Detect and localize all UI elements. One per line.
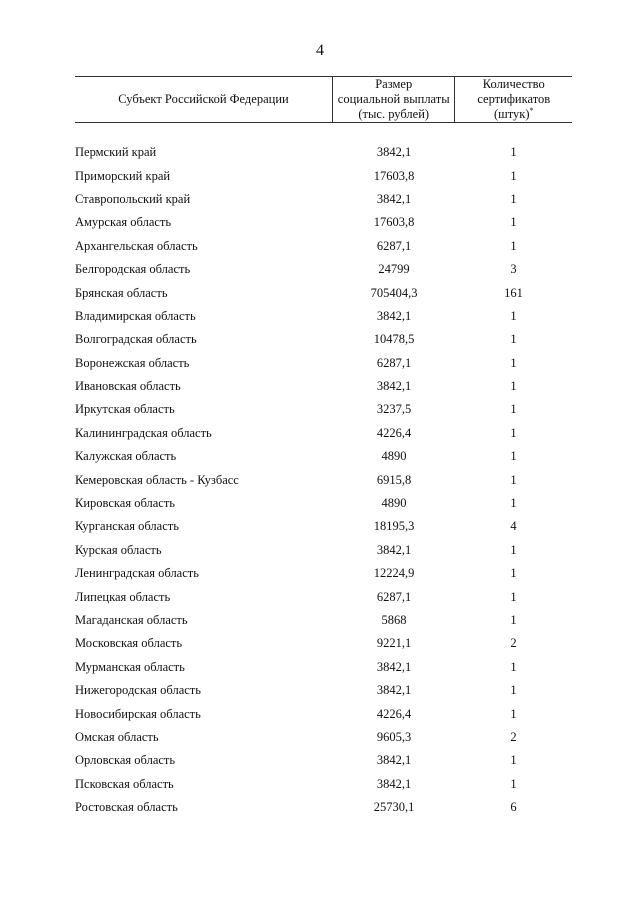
table-row xyxy=(75,632,572,655)
region-cell: Воронежская область xyxy=(75,355,190,370)
region-cell: Амурская область xyxy=(75,215,172,230)
region-cell: Пермский край xyxy=(75,145,157,160)
region-cell: Брянская область xyxy=(75,285,168,300)
header-subject: Субъект Российской Федерации xyxy=(118,92,289,106)
table-row xyxy=(75,609,572,632)
payment-cell: 6287,1 xyxy=(376,355,412,370)
payment-cell: 24799 xyxy=(378,262,410,277)
region-cell: Белгородская область xyxy=(75,262,191,277)
payment-cell: 3237,5 xyxy=(376,402,412,417)
region-cell: Калининградская область xyxy=(75,425,212,440)
count-cell: 1 xyxy=(510,449,517,464)
count-cell: 1 xyxy=(510,683,517,698)
table-header xyxy=(75,76,572,123)
table-row xyxy=(75,515,572,538)
region-cell: Приморский край xyxy=(75,168,171,183)
payment-cell: 9605,3 xyxy=(376,729,412,744)
count-cell: 6 xyxy=(510,800,517,815)
count-cell: 1 xyxy=(510,145,517,160)
count-cell: 2 xyxy=(510,636,517,651)
region-cell: Калужская область xyxy=(75,449,177,464)
region-cell: Кемеровская область - Кузбасс xyxy=(75,472,239,487)
region-cell: Новосибирская область xyxy=(75,706,201,721)
table-row xyxy=(75,211,572,234)
header-payment xyxy=(332,77,456,122)
region-cell: Нижегородская область xyxy=(75,683,201,698)
payment-cell: 3842,1 xyxy=(376,542,412,557)
payment-cell: 3842,1 xyxy=(376,308,412,323)
payment-cell: 25730,1 xyxy=(373,800,415,815)
payment-cell: 10478,5 xyxy=(373,332,415,347)
region-cell: Псковская область xyxy=(75,776,174,791)
count-cell: 1 xyxy=(510,332,517,347)
count-cell: 4 xyxy=(510,519,517,534)
count-cell: 1 xyxy=(510,425,517,440)
table-row xyxy=(75,492,572,515)
payment-cell: 18195,3 xyxy=(373,519,415,534)
count-cell: 1 xyxy=(510,542,517,557)
region-cell: Кировская область xyxy=(75,496,176,511)
table-row xyxy=(75,375,572,398)
header-certificates xyxy=(455,77,572,122)
count-cell: 3 xyxy=(510,262,517,277)
table-row xyxy=(75,328,572,351)
count-cell: 2 xyxy=(510,729,517,744)
table-body xyxy=(75,141,572,819)
table-row xyxy=(75,726,572,749)
region-cell: Иркутская область xyxy=(75,402,175,417)
table-row xyxy=(75,679,572,702)
table-row xyxy=(75,352,572,375)
payment-cell: 3842,1 xyxy=(376,753,412,768)
payment-cell: 3842,1 xyxy=(376,683,412,698)
count-cell: 1 xyxy=(510,753,517,768)
table-row xyxy=(75,656,572,679)
payment-cell: 3842,1 xyxy=(376,379,412,394)
region-cell: Орловская область xyxy=(75,753,176,768)
table-row xyxy=(75,141,572,164)
region-cell: Омская область xyxy=(75,729,159,744)
payment-cell: 705404,3 xyxy=(370,285,418,300)
header-payment-line: Размер xyxy=(375,77,413,91)
payment-cell: 9221,1 xyxy=(376,636,412,651)
count-cell: 1 xyxy=(510,191,517,206)
table-row xyxy=(75,422,572,445)
payment-cell: 17603,8 xyxy=(373,168,415,183)
table-row xyxy=(75,749,572,772)
table-row xyxy=(75,281,572,304)
count-cell: 1 xyxy=(510,589,517,604)
payment-cell: 5868 xyxy=(381,613,407,627)
payment-cell: 6287,1 xyxy=(376,589,412,604)
footnote-mark: * xyxy=(529,105,534,115)
region-cell: Владимирская область xyxy=(75,308,196,323)
region-cell: Курганская область xyxy=(75,519,179,534)
header-payment-line: (тыс. рублей) xyxy=(358,107,430,121)
count-cell: 1 xyxy=(510,308,517,323)
payment-cell: 4226,4 xyxy=(376,425,412,440)
header-certificates-line: Количество xyxy=(482,77,545,91)
payment-cell: 12224,9 xyxy=(373,566,415,581)
table-row xyxy=(75,305,572,328)
region-cell: Курская область xyxy=(75,542,162,557)
table-row xyxy=(75,585,572,608)
table-row xyxy=(75,702,572,725)
payment-cell: 4890 xyxy=(381,449,407,464)
count-cell: 1 xyxy=(510,566,517,581)
table-row xyxy=(75,468,572,491)
region-cell: Волгоградская область xyxy=(75,332,197,347)
table-row xyxy=(75,235,572,258)
payment-cell: 3842,1 xyxy=(376,145,412,160)
table-row xyxy=(75,445,572,468)
count-cell: 1 xyxy=(510,776,517,791)
count-cell: 1 xyxy=(510,472,517,487)
count-cell: 1 xyxy=(510,355,517,370)
payment-cell: 3842,1 xyxy=(376,776,412,791)
region-cell: Архангельская область xyxy=(75,238,198,253)
count-cell: 1 xyxy=(510,379,517,394)
header-payment-line: социальной выплаты xyxy=(337,92,450,106)
table-row xyxy=(75,539,572,562)
count-cell: 1 xyxy=(510,168,517,183)
count-cell: 1 xyxy=(510,659,517,674)
payment-cell: 4890 xyxy=(381,496,407,511)
page-number: 4 xyxy=(316,42,324,59)
table-row xyxy=(75,164,572,187)
region-cell: Ставропольский край xyxy=(75,191,191,206)
table-row xyxy=(75,188,572,211)
region-cell: Ивановская область xyxy=(75,379,181,394)
count-cell: 1 xyxy=(510,706,517,721)
table-row xyxy=(75,398,572,421)
payment-cell: 6915,8 xyxy=(376,472,412,487)
regions-table xyxy=(75,76,572,819)
payment-cell: 17603,8 xyxy=(373,215,415,230)
count-cell: 1 xyxy=(510,402,517,417)
payment-cell: 6287,1 xyxy=(376,238,412,253)
table-row xyxy=(75,773,572,796)
header-certificates-line: (штук)* xyxy=(493,105,534,121)
region-cell: Ростовская область xyxy=(75,800,178,815)
region-cell: Ленинградская область xyxy=(75,566,199,581)
table-row xyxy=(75,796,572,819)
region-cell: Магаданская область xyxy=(75,613,188,627)
region-cell: Мурманская область xyxy=(75,659,185,674)
payment-cell: 4226,4 xyxy=(376,706,412,721)
region-cell: Липецкая область xyxy=(75,589,171,604)
payment-cell: 3842,1 xyxy=(376,191,412,206)
table-row xyxy=(75,258,572,281)
header-certificates-line: сертификатов xyxy=(477,92,551,106)
payment-cell: 3842,1 xyxy=(376,659,412,674)
table-row xyxy=(75,562,572,585)
count-cell: 1 xyxy=(510,238,517,253)
count-cell: 1 xyxy=(510,215,517,230)
count-cell: 1 xyxy=(510,613,517,627)
count-cell: 161 xyxy=(504,285,523,300)
count-cell: 1 xyxy=(510,496,517,511)
region-cell: Московская область xyxy=(75,636,183,651)
